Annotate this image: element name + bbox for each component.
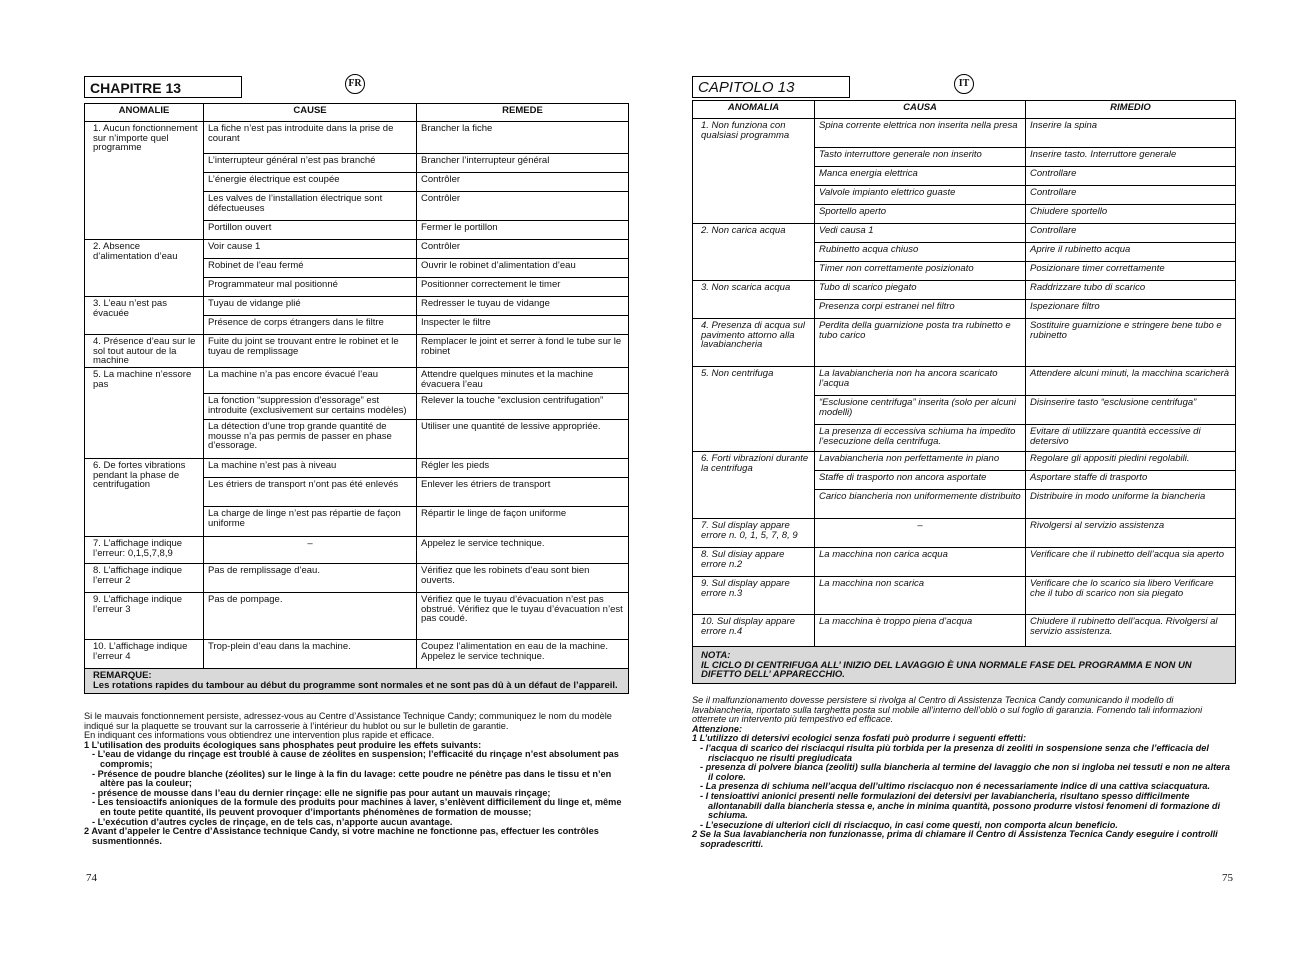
remedy-cell: Brancher la fiche [417,122,629,154]
remark-title: NOTA: [701,650,731,661]
table-row [85,593,629,640]
anomaly-cell: 7. L’affichage indique l’erreur: 0,1,5,7,8,9 [85,537,204,564]
list-item: - Présence de poudre blanche (zéolites) sur le linge à la fin du lavage: cette poudre ne pénètre pas dans le tissu et n’en altère pas la couleur; [92,768,612,789]
table-row [693,281,1236,300]
page-french [84,0,628,954]
cause-cell: Lavabiancheria non perfettamente in piano [815,452,1026,471]
cause-cell: Portillon ouvert [204,221,417,240]
remedy-cell: Raddrizzare tubo di scarico [1026,281,1236,300]
cause-cell: La presenza di eccessiva schiuma ha impedito l’esecuzione della centrifuga. [815,425,1026,452]
language-badge: FR [345,74,365,94]
anomaly-cell: 6. Forti vibrazioni durante la centrifuga [693,452,815,519]
list-item: - L’eau de vidange du rinçage est troublé à cause de zéolites en suspension; l’efficacité du rinçage n’est absolument pas compromis; [92,749,619,769]
troubleshooting-table [692,100,1236,684]
troubleshooting-table [84,103,629,694]
remedy-cell: Contrôler [417,192,629,221]
table-row [693,319,1236,367]
list-item: - l’acqua di scarico dei risciacqui risulta più torbida per la presenza di zeoliti in sospensione senza che l’efficacia del risciacquo ne risulti pregiudicata [700,742,1209,763]
remedy-cell: Chiudere il rubinetto dell’acqua. Rivolgersi al servizio assistenza. [1026,615,1236,647]
paragraph: En indiquant ces informations vous obtiendrez une intervention plus rapide et efficace. [84,730,435,741]
list-item: - La presenza di schiuma nell’acqua dell’ultimo risciacquo non é necessariamente indice di una cattiva sciacquatura. [700,781,1211,792]
remedy-cell: Inserire la spina [1026,119,1236,148]
cause-cell: – [815,519,1026,548]
cause-cell: La détection d’une trop grande quantité de mousse n’a pas permis de passer en phase d’essorage. [204,420,417,459]
header-cause: CAUSE [204,104,417,122]
list-title: 1 L’utilizzo di detersivi ecologici senza fosfati può produrre i seguenti effetti: [692,733,1027,744]
list-item-2: 2 Se la Sua lavabiancheria non funzionasse, prima di chiamare il Centro di Assistenza Tecnica Candy eseguire i controlli sopradescritti. [692,829,1218,849]
table-row [693,452,1236,471]
list-item: - présence de mousse dans l’eau du dernier rinçage: elle ne signifie pas pour autant un mauvais rinçage; [92,787,551,798]
cause-cell: Programmateur mal positionné [204,278,417,297]
remedy-cell: Utiliser une quantité de lessive appropriée. [417,420,629,459]
remedy-cell: Coupez l’alimentation en eau de la machine. Appelez le service technique. [417,640,629,669]
cause-cell: La charge de linge n’est pas répartie de façon uniforme [204,507,417,537]
cause-cell: Staffe di trasporto non ancora asportate [815,471,1026,490]
cause-cell: La machine n’est pas à niveau [204,459,417,478]
attention-label: Attenzione: [692,723,743,734]
cause-cell: Presenza corpi estranei nel filtro [815,300,1026,319]
cause-cell: Les étriers de transport n’ont pas été enlevés [204,478,417,507]
page-italian [692,0,1235,954]
cause-cell: La fiche n’est pas introduite dans la prise de courant [204,122,417,154]
cause-cell: La machine n’a pas encore évacué l’eau [204,368,417,394]
table-row [693,367,1236,396]
it-table-body [693,119,1236,647]
remedy-cell: Disinserire tasto “esclusione centrifuga” [1026,396,1236,425]
anomaly-cell: 1. Non funziona con qualsiasi programma [693,119,815,224]
anomaly-cell: 8. L’affichage indique l’erreur 2 [85,564,204,593]
remark [693,647,1236,684]
anomaly-cell: 10. L’affichage indique l’erreur 4 [85,640,204,669]
remedy-cell: Controllare [1026,167,1236,186]
anomaly-cell: 1. Aucun fonctionnement sur n’importe quel programme [85,122,204,240]
remedy-cell: Inspecter le filtre [417,316,629,335]
remedy-cell: Vérifiez que les robinets d’eau sont bien ouverts. [417,564,629,593]
language-badge: IT [954,74,974,94]
page-number: 74 [86,872,97,884]
fr-table-body [85,122,629,669]
cause-cell: Tubo di scarico piegato [815,281,1026,300]
anomaly-cell: 3. Non scarica acqua [693,281,815,319]
anomaly-cell: 4. Présence d’eau sur le sol tout autour de la machine [85,335,204,368]
cause-cell: La macchina è troppo piena d’acqua [815,615,1026,647]
remedy-cell: Attendre quelques minutes et la machine évacuera l’eau [417,368,629,394]
cause-cell: Carico biancheria non uniformemente distribuito [815,490,1026,519]
remedy-cell: Regolare gli appositi piedini regolabili. [1026,452,1236,471]
table-row [85,335,629,368]
cause-cell: Spina corrente elettrica non inserita nella presa [815,119,1026,148]
remark-title: REMARQUE: [93,670,152,681]
table-header [85,104,629,122]
cause-cell: Présence de corps étrangers dans le filtre [204,316,417,335]
anomaly-cell: 6. De fortes vibrations pendant la phase de centrifugation [85,459,204,537]
cause-cell: Rubinetto acqua chiuso [815,243,1026,262]
chapter-title: CHAPITRE 13 [84,76,242,98]
table-row [693,119,1236,148]
remedy-cell: Enlever les étriers de transport [417,478,629,507]
remedy-cell: Contrôler [417,240,629,259]
header-remedy: RIMEDIO [1026,101,1236,119]
anomaly-cell: 2. Non carica acqua [693,224,815,281]
cause-cell: Trop-plein d’eau dans la machine. [204,640,417,669]
list-item: - L’esecuzione di ulteriori cicli di risciacquo, in casi come questi, non comporta alcun beneficio. [700,819,1118,830]
table-row [693,519,1236,548]
table-row [85,297,629,316]
remark-row [693,647,1236,684]
remedy-cell: Posizionare timer correttamente [1026,262,1236,281]
anomaly-cell: 9. L’affichage indique l’erreur 3 [85,593,204,640]
remedy-cell: Fermer le portillon [417,221,629,240]
cause-cell: L’interrupteur général n’est pas branché [204,154,417,173]
remedy-cell: Répartir le linge de façon uniforme [417,507,629,537]
notes-block [692,696,1235,850]
header-remedy: REMEDE [417,104,629,122]
cause-cell: Valvole impianto elettrico guaste [815,186,1026,205]
remedy-cell: Verificare che il rubinetto dell’acqua sia aperto [1026,548,1236,577]
table-row [693,577,1236,615]
cause-cell: La macchina non scarica [815,577,1026,615]
list-item: - I tensioattivi anionici presenti nelle formulazioni dei detersivi per lavabiancheria, risultano spesso difficilmente allontanabili dalla biancheria stessa e, anche in minima quantità, possono produrre vistosi fenomeni di formazione di schiuma. [700,790,1221,821]
table-row [693,548,1236,577]
cause-cell: L’énergie électrique est coupée [204,173,417,192]
remedy-cell: Ispezionare filtro [1026,300,1236,319]
cause-cell: Fuite du joint se trouvant entre le robinet et le tuyau de remplissage [204,335,417,368]
table-row [85,459,629,478]
remedy-cell: Régler les pieds [417,459,629,478]
anomaly-cell: 5. La machine n’essore pas [85,368,204,459]
notes-list [84,750,628,827]
cause-cell: Perdita della guarnizione posta tra rubinetto e tubo carico [815,319,1026,367]
cause-cell: Voir cause 1 [204,240,417,259]
anomaly-cell: 7. Sul display appare errore n. 0, 1, 5, 7, 8, 9 [693,519,815,548]
remedy-cell: Attendere alcuni minuti, la macchina scaricherà [1026,367,1236,396]
remark-row [85,669,629,694]
header-anomaly: ANOMALIA [693,101,815,119]
remedy-cell: Positionner correctement le timer [417,278,629,297]
header-anomaly: ANOMALIE [85,104,204,122]
page-number: 75 [1222,872,1233,884]
cause-cell: – [204,537,417,564]
cause-cell: La fonction “suppression d’essorage” est introduite (exclusivement sur certains modèles) [204,394,417,420]
remedy-cell: Aprire il rubinetto acqua [1026,243,1236,262]
cause-cell: Robinet de l’eau fermé [204,259,417,278]
anomaly-cell: 5. Non centrifuga [693,367,815,452]
table-row [85,537,629,564]
cause-cell: Vedi causa 1 [815,224,1026,243]
list-title: 1 L’utilisation des produits écologiques sans phosphates peut produire les effets suivants: [84,739,482,750]
cause-cell: Tuyau de vidange plié [204,297,417,316]
notes-list [692,744,1235,830]
paragraph: Si le mauvais fonctionnement persiste, adressez-vous au Centre d’Assistance Technique Candy; communiquez le nom du modèle indiqué sur la plaquette se trouvant sur la carrosserie à l’intérieur du hublot ou sur le bulletin de garantie. [84,711,612,731]
remedy-cell: Appelez le service technique. [417,537,629,564]
remedy-cell: Rivolgersi al servizio assistenza [1026,519,1236,548]
remedy-cell: Redresser le tuyau de vidange [417,297,629,316]
remedy-cell: Contrôler [417,173,629,192]
remedy-cell: Evitare di utilizzare quantità eccessive di detersivo [1026,425,1236,452]
remedy-cell: Ouvrir le robinet d’alimentation d’eau [417,259,629,278]
remark-text: IL CICLO DI CENTRIFUGA ALL’ INIZIO DEL LAVAGGIO È UNA NORMALE FASE DEL PROGRAMMA E NON UN DIFETTO DELL’ APPARECCHIO. [701,659,1192,681]
remedy-cell: Vérifiez que le tuyau d’évacuation n’est pas obstrué. Vérifiez que le tuyau d’évacuation n’est pas coudé. [417,593,629,640]
list-item-2: 2 Avant d’appeler le Centre d’Assistance technique Candy, si votre machine ne fonctionne pas, effectuer les contrôles susmentionnés. [84,826,599,846]
cause-cell: Manca energia elettrica [815,167,1026,186]
list-item: - presenza di polvere bianca (zeoliti) sulla biancheria al termine del lavaggio che non si ingloba nei tessuti e non ne altera il colore. [700,762,1230,782]
remedy-cell: Distribuire in modo uniforme la biancheria [1026,490,1236,519]
remedy-cell: Brancher l’interrupteur général [417,154,629,173]
remedy-cell: Verificare che lo scarico sia libero Verificare che il tubo di scarico non sia piegato [1026,577,1236,615]
cause-cell: Les valves de l’installation électrique sont défectueuses [204,192,417,221]
remedy-cell: Controllare [1026,186,1236,205]
notes-block [84,712,628,846]
table-row [693,615,1236,647]
cause-cell: Sportello aperto [815,205,1026,224]
anomaly-cell: 8. Sul disiay appare errore n.2 [693,548,815,577]
cause-cell: La macchina non carica acqua [815,548,1026,577]
table-row [85,368,629,394]
remark [85,669,629,694]
remedy-cell: Asportare staffe di trasporto [1026,471,1236,490]
table-row [693,224,1236,243]
remark-text: Les rotations rapides du tambour au début du programme sont normales et ne sont pas dû à un défaut de l’appareil. [93,679,618,691]
remedy-cell: Controllare [1026,224,1236,243]
remedy-cell: Relever la touche “exclusion centrifugation” [417,394,629,420]
paragraph: Se il malfunzionamento dovesse persistere si rivolga al Centro di Assistenza Tecnica Candy comunicando il modello di lavabiancheria, riportato sulla targhetta posta sul mobile all’interno dell’oblò o sul foglio di garanzia. Fornendo tali informazioni otterrete un intervento più tempestivo ed efficace. [692,695,1203,725]
cause-cell: Pas de remplissage d’eau. [204,564,417,593]
table-row [85,240,629,259]
anomaly-cell: 2. Absence d’alimentation d’eau [85,240,204,297]
cause-cell: “Esclusione centrifuga” inserita (solo per alcuni modelli) [815,396,1026,425]
remedy-cell: Sostituire guarnizione e stringere bene tubo e rubinetto [1026,319,1236,367]
remedy-cell: Chiudere sportello [1026,205,1236,224]
header-cause: CAUSA [815,101,1026,119]
list-item: - Les tensioactifs anioniques de la formule des produits pour machines à laver, s’enlèvent difficilement du linge et, même en toute petite quantité, ils peuvent provoquer d’importants phénomènes de formation de mousse; [92,797,622,817]
remedy-cell: Remplacer le joint et serrer à fond le tube sur le robinet [417,335,629,368]
anomaly-cell: 9. Sul display appare errore n.3 [693,577,815,615]
cause-cell: Tasto interruttore generale non inserito [815,148,1026,167]
anomaly-cell: 4. Presenza di acqua sul pavimento attorno alla lavabiancheria [693,319,815,367]
cause-cell: Pas de pompage. [204,593,417,640]
chapter-title: CAPITOLO 13 [692,76,850,98]
list-item: - L’exécution d’autres cycles de rinçage, en de tels cas, n’apporte aucun avantage. [92,816,453,827]
table-header [693,101,1236,119]
anomaly-cell: 10. Sul display appare errore n.4 [693,615,815,647]
remedy-cell: Inserire tasto. Interruttore generale [1026,148,1236,167]
table-row [85,122,629,154]
cause-cell: Timer non correttamente posizionato [815,262,1026,281]
table-row [85,640,629,669]
table-row [85,564,629,593]
anomaly-cell: 3. L’eau n’est pas évacuée [85,297,204,335]
cause-cell: La lavabiancheria non ha ancora scaricato l’acqua [815,367,1026,396]
